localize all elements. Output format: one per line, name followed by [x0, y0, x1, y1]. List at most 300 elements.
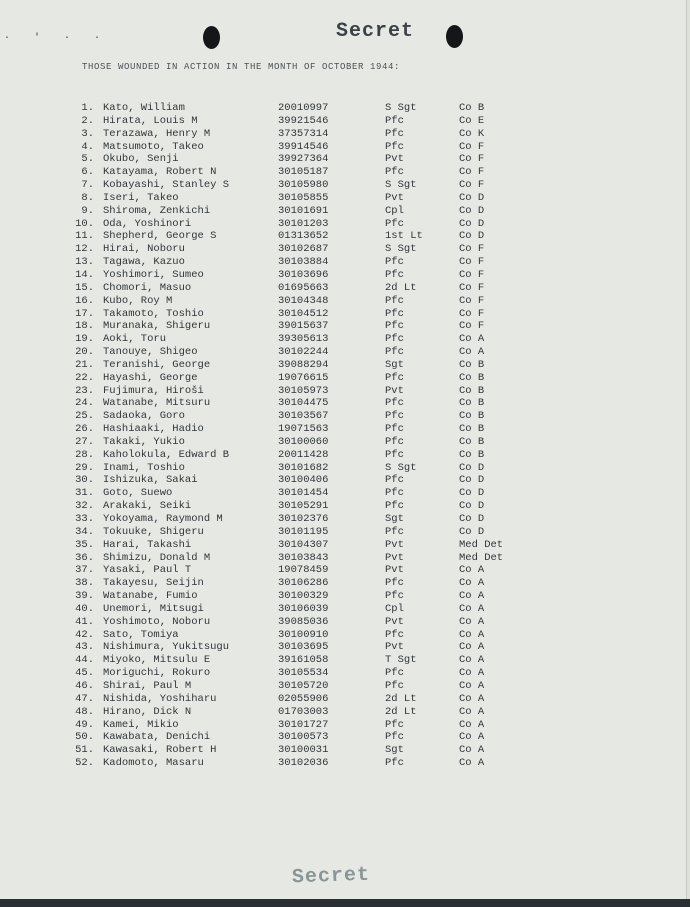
- entry-number: 48.: [75, 705, 94, 718]
- unit: Co B: [459, 397, 485, 410]
- entry-number: 42.: [75, 628, 94, 641]
- serial-number: 19076615: [278, 371, 329, 384]
- rank: Pfc: [385, 731, 404, 744]
- serial-number: 30106286: [278, 577, 329, 590]
- list-item: [0, 564, 686, 577]
- list-item: [0, 192, 686, 205]
- rank: Pvt: [385, 615, 404, 628]
- rank: Cpl: [385, 204, 404, 217]
- serial-number: 39305613: [278, 333, 329, 346]
- scanner-edge: [0, 899, 690, 907]
- soldier-name: Kubo, Roy M: [103, 294, 173, 307]
- list-item: [0, 333, 686, 346]
- soldier-name: Tokuuke, Shigeru: [103, 525, 204, 538]
- rank: Pvt: [385, 384, 404, 397]
- soldier-name: Kaholokula, Edward B: [103, 448, 230, 461]
- rank: Pfc: [385, 667, 404, 680]
- rank: Pfc: [385, 423, 404, 436]
- serial-number: 30100910: [278, 628, 329, 641]
- unit: Co A: [459, 667, 485, 680]
- entry-number: 35.: [75, 538, 94, 551]
- entry-number: 16.: [75, 294, 94, 307]
- entry-number: 26.: [75, 423, 94, 436]
- unit: Co F: [459, 166, 485, 179]
- list-item: [0, 667, 686, 680]
- rank: Pfc: [385, 500, 404, 513]
- unit: Med Det: [459, 551, 504, 564]
- soldier-name: Harai, Takashi: [103, 538, 192, 551]
- serial-number: 30103843: [278, 551, 329, 564]
- serial-number: 30103695: [278, 641, 329, 654]
- rank: Pvt: [385, 641, 404, 654]
- serial-number: 30100573: [278, 731, 329, 744]
- serial-number: 19071563: [278, 423, 329, 436]
- soldier-name: Ishizuka, Sakai: [103, 474, 198, 487]
- rank: Pfc: [385, 448, 404, 461]
- unit: Co D: [459, 474, 485, 487]
- serial-number: 30105980: [278, 179, 329, 192]
- soldier-name: Kawasaki, Robert H: [103, 744, 217, 757]
- entry-number: 30.: [75, 474, 94, 487]
- serial-number: 20010997: [278, 102, 329, 114]
- rank: Pfc: [385, 371, 404, 384]
- list-item: [0, 462, 686, 475]
- soldier-name: Takaki, Yukio: [103, 435, 185, 448]
- unit: Co E: [459, 114, 485, 127]
- unit: Co D: [459, 461, 485, 474]
- soldier-name: Chomori, Masuo: [103, 281, 192, 294]
- unit: Co K: [459, 127, 485, 140]
- soldier-name: Hashiaaki, Hadio: [103, 423, 204, 436]
- soldier-name: Katayama, Robert N: [103, 166, 217, 179]
- serial-number: 01703003: [278, 705, 329, 718]
- rank: S Sgt: [385, 243, 417, 256]
- soldier-name: Sadaoka, Goro: [103, 410, 185, 423]
- entry-number: 18.: [75, 320, 94, 333]
- entry-number: 19.: [75, 333, 94, 346]
- list-item: [0, 449, 686, 462]
- entry-number: 2.: [81, 114, 94, 127]
- serial-number: 39914546: [278, 140, 329, 153]
- entry-number: 41.: [75, 615, 94, 628]
- unit: Med Det: [459, 538, 504, 551]
- list-item: [0, 757, 686, 770]
- list-item: [0, 385, 686, 398]
- unit: Co F: [459, 268, 485, 281]
- document-heading: THOSE WOUNDED IN ACTION IN THE MONTH OF OCTOBER 1944:: [82, 62, 401, 72]
- rank: Pvt: [385, 538, 404, 551]
- rank: Pfc: [385, 410, 404, 423]
- rank: Pfc: [385, 487, 404, 500]
- rank: Pfc: [385, 114, 404, 127]
- rank: Pfc: [385, 474, 404, 487]
- list-item: [0, 641, 686, 654]
- list-item: [0, 128, 686, 141]
- unit: Co D: [459, 191, 485, 204]
- serial-number: 30105720: [278, 679, 329, 692]
- list-item: [0, 719, 686, 732]
- unit: Co A: [459, 705, 485, 718]
- serial-number: 30103696: [278, 268, 329, 281]
- entry-number: 25.: [75, 410, 94, 423]
- entry-number: 17.: [75, 307, 94, 320]
- serial-number: 39161058: [278, 654, 329, 667]
- unit: Co A: [459, 731, 485, 744]
- serial-number: 19078459: [278, 564, 329, 577]
- paper-specks: · ' · ·: [4, 33, 110, 44]
- rank: Pvt: [385, 191, 404, 204]
- serial-number: 30104475: [278, 397, 329, 410]
- serial-number: 01313652: [278, 230, 329, 243]
- soldier-name: Nishimura, Yukitsugu: [103, 641, 230, 654]
- rank: Pfc: [385, 333, 404, 346]
- rank: Pfc: [385, 590, 404, 603]
- list-item: [0, 295, 686, 308]
- entry-number: 7.: [81, 179, 94, 192]
- serial-number: 30106039: [278, 602, 329, 615]
- soldier-name: Goto, Suewo: [103, 487, 173, 500]
- rank: 2d Lt: [385, 705, 417, 718]
- soldier-name: Takayesu, Seijin: [103, 577, 204, 590]
- serial-number: 30105187: [278, 166, 329, 179]
- serial-number: 30102244: [278, 346, 329, 359]
- entry-number: 5.: [81, 153, 94, 166]
- rank: Pfc: [385, 718, 404, 731]
- rank: Pfc: [385, 628, 404, 641]
- unit: Co A: [459, 590, 485, 603]
- list-item: [0, 552, 686, 565]
- entry-number: 51.: [75, 744, 94, 757]
- unit: Co A: [459, 346, 485, 359]
- soldier-name: Tanouye, Shigeo: [103, 346, 198, 359]
- list-item: [0, 693, 686, 706]
- punch-hole-right: [446, 25, 463, 48]
- soldier-name: Shepherd, George S: [103, 230, 217, 243]
- soldier-name: Oda, Yoshinori: [103, 217, 192, 230]
- rank: 2d Lt: [385, 692, 417, 705]
- rank: Pfc: [385, 577, 404, 590]
- list-item: [0, 474, 686, 487]
- unit: Co D: [459, 500, 485, 513]
- unit: Co B: [459, 423, 485, 436]
- list-item: [0, 179, 686, 192]
- unit: Co A: [459, 615, 485, 628]
- entry-number: 38.: [75, 577, 94, 590]
- serial-number: 30100031: [278, 744, 329, 757]
- soldier-name: Terazawa, Henry M: [103, 127, 211, 140]
- list-item: [0, 577, 686, 590]
- unit: Co A: [459, 744, 485, 757]
- list-item: [0, 346, 686, 359]
- soldier-name: Hirata, Louis M: [103, 114, 198, 127]
- serial-number: 01695663: [278, 281, 329, 294]
- soldier-name: Muranaka, Shigeru: [103, 320, 211, 333]
- serial-number: 30104512: [278, 307, 329, 320]
- rank: Pfc: [385, 307, 404, 320]
- serial-number: 39015637: [278, 320, 329, 333]
- soldier-name: Okubo, Senji: [103, 153, 179, 166]
- serial-number: 30100060: [278, 435, 329, 448]
- soldier-name: Moriguchi, Rokuro: [103, 667, 211, 680]
- serial-number: 30101195: [278, 525, 329, 538]
- soldier-name: Hirano, Dick N: [103, 705, 192, 718]
- rank: Pvt: [385, 564, 404, 577]
- serial-number: 30102687: [278, 243, 329, 256]
- unit: Co D: [459, 487, 485, 500]
- unit: Co A: [459, 333, 485, 346]
- list-item: [0, 487, 686, 500]
- soldier-name: Yokoyama, Raymond M: [103, 513, 223, 525]
- unit: Co B: [459, 410, 485, 423]
- serial-number: 30101682: [278, 461, 329, 474]
- unit: Co A: [459, 757, 485, 770]
- soldier-name: Teranishi, George: [103, 358, 211, 371]
- unit: Co A: [459, 641, 485, 654]
- list-item: [0, 308, 686, 321]
- unit: Co A: [459, 602, 485, 615]
- list-item: [0, 616, 686, 629]
- entry-number: 44.: [75, 654, 94, 667]
- serial-number: 30102376: [278, 513, 329, 525]
- list-item: [0, 115, 686, 128]
- list-item: [0, 102, 686, 115]
- rank: T Sgt: [385, 654, 417, 667]
- entry-number: 31.: [75, 487, 94, 500]
- unit: Co F: [459, 153, 485, 166]
- serial-number: 30103567: [278, 410, 329, 423]
- unit: Co D: [459, 525, 485, 538]
- soldier-name: Watanabe, Mitsuru: [103, 397, 211, 410]
- serial-number: 30101727: [278, 718, 329, 731]
- entry-number: 23.: [75, 384, 94, 397]
- entry-number: 43.: [75, 641, 94, 654]
- entry-number: 11.: [75, 230, 94, 243]
- soldier-name: Aoki, Toru: [103, 333, 167, 346]
- entry-number: 12.: [75, 243, 94, 256]
- list-item: [0, 731, 686, 744]
- rank: Pfc: [385, 679, 404, 692]
- entry-number: 4.: [81, 140, 94, 153]
- entry-number: 14.: [75, 268, 94, 281]
- rank: Pvt: [385, 153, 404, 166]
- entry-number: 15.: [75, 281, 94, 294]
- entry-number: 24.: [75, 397, 94, 410]
- list-item: [0, 153, 686, 166]
- soldier-name: Yoshimori, Sumeo: [103, 268, 204, 281]
- list-item: [0, 256, 686, 269]
- serial-number: 30101454: [278, 487, 329, 500]
- rank: Pfc: [385, 127, 404, 140]
- unit: Co F: [459, 179, 485, 192]
- soldier-name: Shiroma, Zenkichi: [103, 204, 211, 217]
- secret-stamp-top: Secret: [336, 20, 415, 43]
- list-item: [0, 218, 686, 231]
- list-item: [0, 629, 686, 642]
- entry-number: 33.: [75, 513, 94, 525]
- entry-number: 40.: [75, 602, 94, 615]
- soldier-name: Watanabe, Fumio: [103, 590, 198, 603]
- unit: Co A: [459, 577, 485, 590]
- serial-number: 30104307: [278, 538, 329, 551]
- soldier-name: Yasaki, Paul T: [103, 564, 192, 577]
- unit: Co A: [459, 718, 485, 731]
- rank: Cpl: [385, 602, 404, 615]
- unit: Co F: [459, 307, 485, 320]
- list-item: [0, 410, 686, 423]
- entry-number: 36.: [75, 551, 94, 564]
- punch-hole-left: [203, 26, 220, 49]
- soldier-name: Hirai, Noboru: [103, 243, 185, 256]
- list-item: [0, 397, 686, 410]
- unit: Co B: [459, 384, 485, 397]
- entry-number: 46.: [75, 679, 94, 692]
- list-item: [0, 205, 686, 218]
- entry-number: 6.: [81, 166, 94, 179]
- serial-number: 39085036: [278, 615, 329, 628]
- list-item: [0, 744, 686, 757]
- rank: Pfc: [385, 435, 404, 448]
- unit: Co A: [459, 654, 485, 667]
- unit: Co B: [459, 371, 485, 384]
- soldier-name: Shimizu, Donald M: [103, 551, 211, 564]
- entry-number: 20.: [75, 346, 94, 359]
- serial-number: 37357314: [278, 127, 329, 140]
- entry-number: 9.: [81, 204, 94, 217]
- serial-number: 39927364: [278, 153, 329, 166]
- rank: Pfc: [385, 166, 404, 179]
- rank: Pfc: [385, 320, 404, 333]
- rank: Pfc: [385, 217, 404, 230]
- entry-number: 28.: [75, 448, 94, 461]
- rank: Pfc: [385, 268, 404, 281]
- serial-number: 30100406: [278, 474, 329, 487]
- list-item: [0, 590, 686, 603]
- unit: Co A: [459, 692, 485, 705]
- list-item: [0, 603, 686, 616]
- rank: Pvt: [385, 551, 404, 564]
- soldier-name: Kato, William: [103, 102, 185, 114]
- list-item: [0, 436, 686, 449]
- rank: 2d Lt: [385, 281, 417, 294]
- list-item: [0, 500, 686, 513]
- soldier-name: Takamoto, Toshio: [103, 307, 204, 320]
- entry-number: 45.: [75, 667, 94, 680]
- unit: Co F: [459, 281, 485, 294]
- rank: S Sgt: [385, 102, 417, 114]
- entry-number: 13.: [75, 256, 94, 269]
- unit: Co B: [459, 358, 485, 371]
- rank: Sgt: [385, 513, 404, 525]
- soldier-name: Inami, Toshio: [103, 461, 185, 474]
- soldier-name: Kamei, Mikio: [103, 718, 179, 731]
- rank: S Sgt: [385, 179, 417, 192]
- rank: Sgt: [385, 744, 404, 757]
- soldier-name: Tagawa, Kazuo: [103, 256, 185, 269]
- unit: Co D: [459, 513, 485, 525]
- list-item: [0, 320, 686, 333]
- soldier-name: Kobayashi, Stanley S: [103, 179, 230, 192]
- entry-number: 3.: [81, 127, 94, 140]
- serial-number: 30101203: [278, 217, 329, 230]
- unit: Co B: [459, 102, 485, 114]
- rank: Pfc: [385, 140, 404, 153]
- serial-number: 39088294: [278, 358, 329, 371]
- soldier-name: Sato, Tomiya: [103, 628, 179, 641]
- unit: Co F: [459, 256, 485, 269]
- serial-number: 20011428: [278, 448, 329, 461]
- soldier-name: Nishida, Yoshiharu: [103, 692, 217, 705]
- serial-number: 02055906: [278, 692, 329, 705]
- list-item: [0, 166, 686, 179]
- list-item: [0, 654, 686, 667]
- entry-number: 47.: [75, 692, 94, 705]
- soldier-name: Matsumoto, Takeo: [103, 140, 204, 153]
- list-item: [0, 243, 686, 256]
- list-item: [0, 526, 686, 539]
- list-item: [0, 513, 686, 526]
- list-item: [0, 269, 686, 282]
- rank: Pfc: [385, 294, 404, 307]
- rank: Pfc: [385, 525, 404, 538]
- unit: Co F: [459, 294, 485, 307]
- unit: Co F: [459, 243, 485, 256]
- unit: Co D: [459, 217, 485, 230]
- rank: Pfc: [385, 346, 404, 359]
- soldier-name: Hayashi, George: [103, 371, 198, 384]
- entry-number: 27.: [75, 435, 94, 448]
- list-item: [0, 359, 686, 372]
- serial-number: 30102036: [278, 757, 329, 770]
- soldier-name: Arakaki, Seiki: [103, 500, 192, 513]
- unit: Co D: [459, 204, 485, 217]
- list-item: [0, 706, 686, 719]
- soldier-name: Iseri, Takeo: [103, 191, 179, 204]
- serial-number: 30100329: [278, 590, 329, 603]
- rank: Pfc: [385, 757, 404, 770]
- serial-number: 30103884: [278, 256, 329, 269]
- list-item: [0, 282, 686, 295]
- rank: Pfc: [385, 397, 404, 410]
- serial-number: 30104348: [278, 294, 329, 307]
- list-item: [0, 141, 686, 154]
- unit: Co A: [459, 679, 485, 692]
- serial-number: 39921546: [278, 114, 329, 127]
- entry-number: 8.: [81, 191, 94, 204]
- entry-number: 10.: [75, 217, 94, 230]
- list-item: [0, 372, 686, 385]
- serial-number: 30105291: [278, 500, 329, 513]
- soldier-name: Shirai, Paul M: [103, 679, 192, 692]
- entry-number: 29.: [75, 461, 94, 474]
- serial-number: 30105855: [278, 191, 329, 204]
- soldier-name: Fujimura, Hiroši: [103, 384, 204, 397]
- serial-number: 30105973: [278, 384, 329, 397]
- list-item: [0, 423, 686, 436]
- unit: Co A: [459, 628, 485, 641]
- list-item: [0, 230, 686, 243]
- serial-number: 30101691: [278, 204, 329, 217]
- serial-number: 30105534: [278, 667, 329, 680]
- secret-stamp-bottom: Secret: [291, 863, 371, 890]
- soldier-name: Kawabata, Denichi: [103, 731, 211, 744]
- unit: Co A: [459, 564, 485, 577]
- unit: Co F: [459, 320, 485, 333]
- entry-number: 50.: [75, 731, 94, 744]
- entry-number: 37.: [75, 564, 94, 577]
- entry-number: 21.: [75, 358, 94, 371]
- entry-number: 34.: [75, 525, 94, 538]
- entry-number: 32.: [75, 500, 94, 513]
